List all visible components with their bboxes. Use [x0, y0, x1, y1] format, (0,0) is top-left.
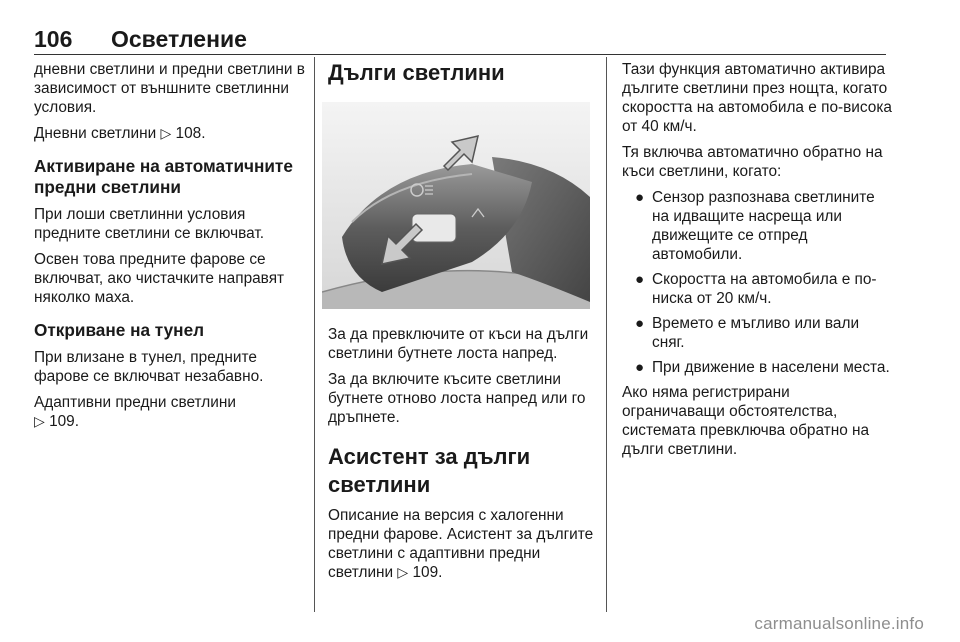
column-middle — [328, 60, 594, 582]
list-item — [622, 188, 892, 264]
arrow-ref-icon: ▷ — [397, 564, 409, 580]
paragraph-text: Описание на версия с халогенни предни фарове. Асистент за дългите светлини с адаптивни предни светлини — [328, 507, 594, 581]
page-number: 106 — [34, 26, 73, 52]
list-item-text: При движение в населени места. — [652, 359, 890, 376]
column-divider — [606, 57, 607, 612]
subheading: Активиране на автоматичните предни светлини — [34, 156, 293, 197]
headlight-stalk-illustration — [322, 102, 590, 309]
paragraph: При влизане в тунел, предните фарове се включват незабавно. — [34, 349, 264, 385]
list-item — [622, 270, 892, 308]
paragraph: При лоши светлинни условия предните светлини се включват. — [34, 206, 264, 242]
list-item-text: Скоростта на автомобила е по-ниска от 20 км/ч. — [652, 271, 877, 307]
stalk-figure-svg — [322, 102, 590, 309]
condition-list — [622, 188, 892, 377]
bullet-icon: ● — [635, 271, 645, 288]
list-item-text: Сензор разпознава светлините на идващите насреща или движещите се отпред автомобили. — [652, 189, 875, 263]
page-ref-link[interactable]: 108. — [175, 125, 206, 142]
list-item-text: Времето е мъгливо или вали сняг. — [652, 315, 860, 351]
list-item — [622, 358, 892, 377]
column-right — [622, 60, 892, 466]
arrow-ref-icon: ▷ — [160, 125, 172, 141]
paragraph: Тази функция автоматично активира дългите светлини през нощта, когато скоростта на автомобила е по-висока от 40 км/ч. — [622, 61, 892, 135]
page-ref-link[interactable]: 109. — [412, 564, 443, 581]
paragraph-text: Адаптивни предни светлини — [34, 394, 236, 411]
bullet-icon: ● — [635, 315, 645, 332]
paragraph: Освен това предните фарове се включват, ако чистачките направят няколко маха. — [34, 251, 285, 306]
list-item — [622, 314, 892, 352]
paragraph: дневни светлини и предни светлини в зависимост от външните светлинни условия. — [34, 61, 305, 116]
column-left — [34, 60, 306, 431]
paragraph-with-ref — [34, 124, 306, 143]
column-divider — [314, 57, 315, 612]
paragraph-with-ref — [34, 393, 306, 431]
paragraph: За да включите късите светлини бутнете отново лоста напред или го дръпнете. — [328, 371, 586, 426]
section-heading: Дълги светлини — [328, 60, 505, 85]
paragraph: Тя включва автоматично обратно на къси светлини, когато: — [622, 144, 883, 180]
paragraph: За да превключите от къси на дълги светлини бутнете лоста напред. — [328, 326, 589, 362]
paragraph-text: Дневни светлини — [34, 125, 161, 142]
paragraph-with-ref — [328, 506, 594, 582]
section-heading: Асистент за дълги светлини — [328, 444, 531, 497]
arrow-ref-icon: ▷ — [34, 413, 45, 429]
subheading: Откриване на тунел — [34, 320, 205, 340]
watermark: carmanualsonline.info — [754, 614, 924, 633]
page-ref-link[interactable]: 109. — [49, 413, 80, 430]
bullet-icon: ● — [635, 359, 645, 376]
bullet-icon: ● — [635, 189, 645, 206]
section-title: Осветление — [111, 26, 247, 52]
page-header — [34, 26, 886, 55]
paragraph: Ако няма регистрирани ограничаващи обстоятелства, системата превключва обратно на дълги светлини. — [622, 384, 870, 458]
